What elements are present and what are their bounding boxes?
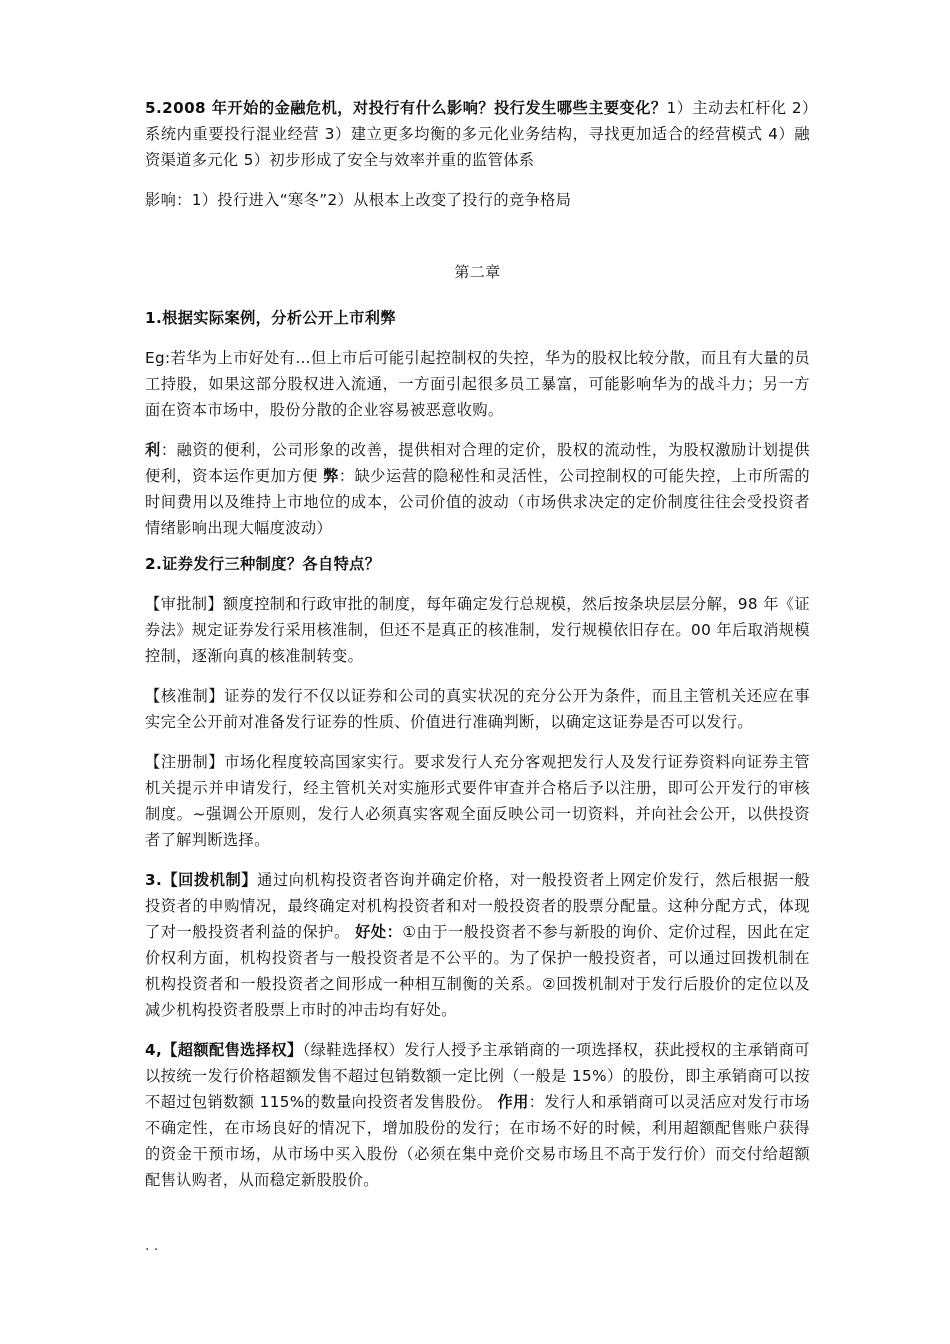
cons-label: 弊 <box>323 467 339 485</box>
q2-registration: 【注册制】市场化程度较高国家实行。要求发行人充分客观把发行人及发行证券资料向证券主管机关提示并申请发行，经主管机关对实施形式要件审查并合格后予以注册，即可公开发行的审核制度。~强调公开原则，发行人必须真实客观全面反映公司一切资料，并向社会公开，以供投资者了解判断选择。 <box>145 753 810 849</box>
q5-paragraph <box>145 95 810 173</box>
q5-answer: 1）主动去杠杆化 2）系统内重要投行混业经营 3）建立更多均衡的多元化业务结构，寻找更加适合的经营模式 4）融资渠道多元化 5）初步形成了安全与效率并重的监管体系 <box>145 99 811 169</box>
page-footer-dots: . . <box>145 1238 159 1254</box>
q2-approval: 【审批制】额度控制和行政审批的制度，每年确定发行总规模，然后按条块层层分解，98 年《证券法》规定证券发行采用核准制，但还不是真正的核准制，发行规模依旧存在。00 年后取消规模控制，逐渐向真的核准制转变。 <box>145 595 810 665</box>
chapter-title: 第二章 <box>454 263 501 281</box>
cons-text: ：缺少运营的隐秘性和灵活性，公司控制权的可能失控，上市所需的时间费用以及维持上市地位的成本，公司价值的波动（市场供求决定的定价制度往往会受投资者情绪影响出现大幅度波动） <box>145 467 811 537</box>
q1-example: Eg:若华为上市好处有…但上市后可能引起控制权的失控，华为的股权比较分散，而且有大量的员工持股，如果这部分股权进入流通，一方面引起很多员工暴富，可能影响华为的战斗力；另一方面在资本市场中，股份分散的企业容易被恶意收购。 <box>145 349 810 419</box>
q2-heading: 2.证券发行三种制度？各自特点？ <box>145 555 381 573</box>
q4-effect-label: 作用 <box>497 1093 529 1111</box>
pros-text: ：融资的便利，公司形象的改善，提供相对合理的定价，股权的流动性，为股权激励计划提供便利，资本运作更加方便 <box>145 441 810 485</box>
q3-benefit-text: ①由于一般投资者不参与新股的询价、定价过程，因此在定价权利方面，机构投资者与一般投资者是不公平的。为了保护一般投资者，可以通过回拨机制在机构投资者和一般投资者之间形成一种相互制衡的关系。②回拨机制对于发行后股价的定位以及减少机构投资者股票上市时的冲击均有好处。 <box>145 923 811 1019</box>
pros-label: 利 <box>145 441 161 459</box>
document-page <box>145 95 810 1193</box>
q5-impact: 影响：1）投行进入“寒冬”2）从根本上改变了投行的竞争格局 <box>145 191 572 209</box>
q4-effect-text: ：发行人和承销商可以灵活应对发行市场不确定性，在市场良好的情况下，增加股份的发行；在市场不好的时候，利用超额配售账户获得的资金干预市场，从市场中买入股份（必须在集中竞价交易市场且不高于发行价）而交付给超额配售认购者，从而稳定新股股价。 <box>145 1093 811 1189</box>
q4-text: （绿鞋选择权）发行人授予主承销商的一项选择权，获此授权的主承销商可以按统一发行价格超额发售不超过包销数额一定比例（一般是 15%）的股份，即主承销商可以按不超过包销数额 115%的数量向投资者发售股份。 <box>145 1041 810 1111</box>
q2-verification: 【核准制】证券的发行不仅以证券和公司的真实状况的充分公开为条件，而且主管机关还应在事实完全公开前对准备发行证券的性质、价值进行准确判断，以确定这证券是否可以发行。 <box>145 687 810 731</box>
q3-text: 通过向机构投资者咨询并确定价格，对一般投资者上网定价发行，然后根据一般投资者的申购情况，最终确定对机构投资者和对一般投资者的股票分配量。这种分配方式，体现了对一般投资者利益的保护。 <box>145 871 811 941</box>
q3-paragraph <box>145 867 810 1023</box>
q1-heading: 1.根据实际案例，分析公开上市利弊 <box>145 309 396 327</box>
q1-pros-cons <box>145 437 810 541</box>
q4-paragraph <box>145 1037 810 1193</box>
q3-benefit-label: 好处： <box>355 923 403 941</box>
q5-question: 5.2008 年开始的金融危机，对投行有什么影响？投行发生哪些主要变化？ <box>145 99 667 117</box>
q4-label: 4,【超额配售选择权】 <box>145 1041 303 1059</box>
q3-label: 3.【回拨机制】 <box>145 871 258 889</box>
